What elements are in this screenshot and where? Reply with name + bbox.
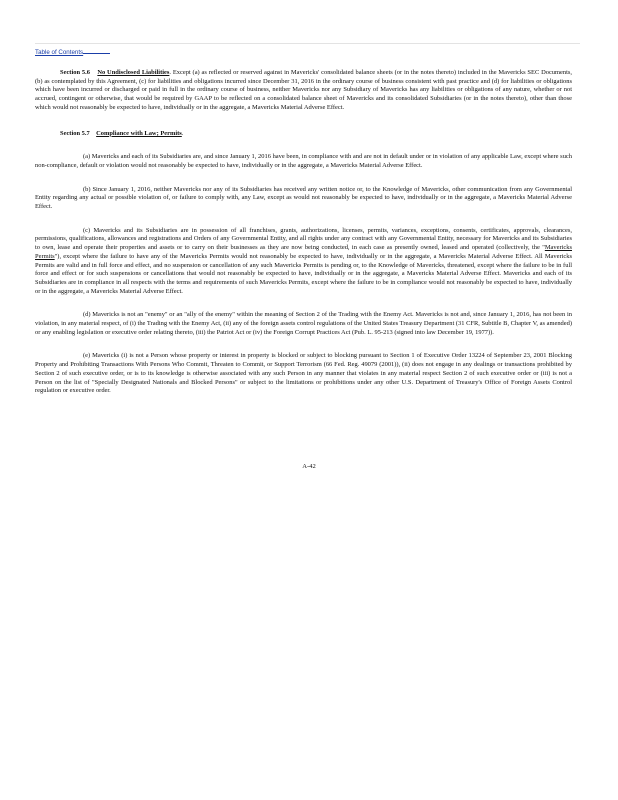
section-5-6 (35, 69, 572, 113)
section-5-7-heading (35, 130, 572, 139)
paragraph-b: (b) Since January 1, 2016, neither Mavericks nor any of its Subsidiaries has received any written notice or, to the Knowledge of Mavericks, other communication from any Governmental Entity regarding any actual or possible violation of, or failure to comply with, any Law, except as would not reasonably be expected to have, individually or in the aggregate, a Mavericks Material Adverse Effect. (35, 185, 572, 211)
paragraph-c-part2: "), except where the failure to have any of the Mavericks Permits would not reasonably be expected to have, individually or in the aggregate, a Mavericks Material Adverse Effect. All Mavericks Permits are valid and in full force and effect, and no suspension or cancellation of any such Mavericks Permits is pending or, to the Knowledge of Mavericks, threatened, except where the failure to be in full force and effect or for such suspensions or cancellations that would not reasonably be expected to have, individually or in the aggregate, a Mavericks Material Adverse Effect. Mavericks and each of its Subsidiaries are in compliance in all respects with the terms and requirements of such Mavericks Permits, except where the failure to be in compliance would not reasonably be expected to have, individually or in the aggregate, a Mavericks Material Adverse Effect. (35, 252, 572, 295)
paragraph-e: (e) Mavericks (i) is not a Person whose property or interest in property is blocked or subject to blocking pursuant to Section 1 of Executive Order 13224 of September 23, 2001 Blocking Property and Prohibiting Transactions With Persons Who Commit, Threaten to Commit, or Support Terrorism (66 Fed. Reg. 49079 (2001)), (ii) does not engage in any dealings or transactions prohibited by Section 2 of such executive order, or is to its knowledge is otherwise associated with any such Person in any manner that violates in any material respect Section 2 of such executive order or (iii) is not a Person on the list of "Specially Designated Nationals and Blocked Persons" or subject to the limitations or prohibitions under any other U.S. Department of Treasury's Office of Foreign Assets Control regulation or executive order. (35, 352, 572, 395)
defined-term-mavericks-permits: Mavericks Permits (35, 244, 572, 260)
document-body (35, 69, 572, 396)
paragraph-a: (a) Mavericks and each of its Subsidiaries are, and since January 1, 2016 have been, in compliance with and are not in default under or in violation of any applicable Law, except where such non-compliance, default or violation would not reasonably be expected to have, individually or in the aggregate, a Mavericks Material Adverse Effect. (35, 153, 572, 169)
table-of-contents-link[interactable] (35, 49, 110, 56)
toc-link-text: Table of Contents (35, 49, 84, 56)
section-5-6-number: Section 5.6 (60, 69, 90, 76)
page-number: A-42 (302, 463, 316, 470)
section-5-6-title: No Undisclosed Liabilities (97, 69, 170, 76)
paragraph-d: (d) Mavericks is not an "enemy" or an "ally of the enemy" within the meaning of Section 2 of the Trading with the Enemy Act. Mavericks is not and, since January 1, 2016, has not been in violation, in any material respect, of (i) the Trading with the Enemy Act, (ii) any of the foreign assets control regulations of the United States Treasury Department (31 CFR, Subtitle B, Chapter V, as amended) or any enabling legislation or executive order relating thereto, (iii) the Patriot Act or (iv) the Foreign Corrupt Practices Act (Pub. L. 95-213 (signed into law December 19, 1977)). (35, 311, 572, 336)
paragraph-c-part1: (c) Mavericks and its Subsidiaries are in possession of all franchises, grants, authorizations, licenses, permits, variances, exceptions, consents, certificates, approvals, clearances, permissions, qualifications, allowances and registrations and Orders of any Governmental Entity, and all rights under any contract with any Governmental Entity, necessary for Mavericks and its Subsidiaries to own, lease and operate their properties and assets or to carry on their businesses as they are now being conducted, in each case as presently owned, leased and operated (collectively, the " (35, 226, 572, 252)
toc-link-underline (83, 53, 110, 54)
paragraph-c (35, 227, 572, 297)
top-divider (35, 43, 580, 44)
section-5-7-title-period: . (181, 129, 184, 137)
section-5-7-number: Section 5.7 (60, 129, 90, 137)
section-5-6-body: . Except (a) as reflected or reserved against in Mavericks' consolidated balance sheets (or in the notes thereto) included in the Mavericks SEC Documents, (b) as contemplated by this Agreement, (c) for liabilities and obligations incurred since December 31, 2016 in the ordinary course of business consistent with past practice and (d) for liabilities or obligations which have been incurred or discharged or paid in full in the ordinary course of business, neither Mavericks nor any Subsidiary of Mavericks has any liabilities or obligations of any nature, whether or not accrued, contingent or otherwise, that would be required by GAAP to be reflected on a consolidated balance sheet of Mavericks and its consolidated Subsidiaries (or in the notes thereto), other than those which would not reasonably be expected to have, individually or in the aggregate, a Mavericks Material Adverse Effect. (35, 69, 573, 111)
section-5-7-title: Compliance with Law; Permits (96, 129, 182, 137)
